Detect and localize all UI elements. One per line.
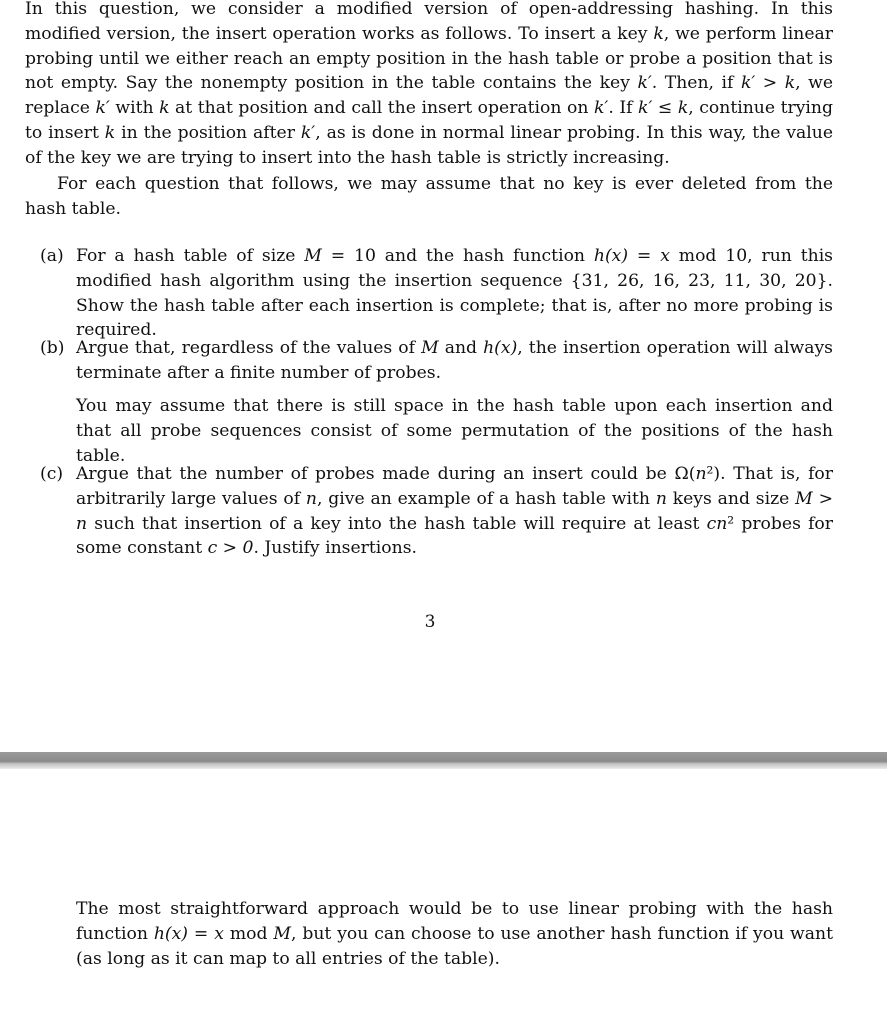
math-M: M [273, 923, 291, 944]
note-text: mod [223, 923, 274, 944]
part-text: such that insertion of a key into the hash table will require at least [87, 513, 707, 534]
note-text: , but you can choose to use another hash function if you want (as long as it can map to all entries of the table). [76, 923, 833, 969]
math-n: n [655, 488, 667, 509]
page-divider [0, 752, 887, 769]
part-c-text [76, 462, 833, 561]
part-text: . Justify insertions. [253, 538, 417, 559]
intro-text: , we perform linear probing until we either reach an empty position in the hash table or probe a position that is not empty. Say the nonempty position in the table contains the key [25, 23, 833, 94]
math-x: x [214, 923, 224, 944]
math-M: M [421, 338, 439, 358]
part-text: , the insertion operation will always terminate after a finite number of probes. [76, 338, 833, 383]
part-c-label: (c) [40, 464, 64, 484]
note-text: The most straightforward approach would be to use linear probing with the hash function [76, 899, 833, 944]
part-b-assumption: You may assume that there is still space in the hash table upon each insertion and that all probe sequences consist of some permutation of the positions of the hash table. [76, 396, 833, 466]
intro-text: , we replace [25, 73, 834, 119]
math-k: k [159, 98, 170, 119]
part-text: For a hash table of size [76, 246, 305, 266]
math-compare: k′ ≤ k [638, 98, 689, 119]
math-k: k [104, 122, 116, 143]
math-n: n [305, 488, 317, 509]
part-text: mod 10, run this modified hash algorithm using the insertion sequence {31, 26, 16, 23, 11, 30, 20}. Show the hash table after each insertion is complete; that is, after no more probing is required. [76, 246, 834, 341]
part-text: Argue that, regardless of the values of [76, 338, 422, 358]
math-k-prime: k′ [637, 73, 652, 94]
part-text: , give an example of a hash table with [316, 488, 656, 509]
intro-text: In this question, we consider a modified version of open-addressing hashing. In this modified version, the insert operation works as follows. To insert a key [25, 0, 833, 44]
math-hx: h(x) [593, 246, 629, 266]
math-compare: k′ > k [740, 73, 796, 94]
math-k-prime: k′ [593, 98, 609, 119]
intro-text: with [109, 98, 160, 119]
math-k-prime: k′ [95, 98, 110, 119]
part-a-label: (a) [40, 246, 64, 266]
math-n: n [695, 464, 707, 484]
part-text: = 10 and the hash function [321, 246, 594, 266]
math-k: k [653, 23, 664, 44]
intro-text: at that position and call the insert operation on [169, 98, 594, 119]
math-c-gt-0: c > 0 [207, 538, 254, 559]
part-b-text [76, 336, 833, 386]
intro-text: . Then, if [651, 73, 741, 94]
intro-text: , continue trying to insert [25, 98, 833, 143]
part-b-label: (b) [40, 338, 65, 358]
intro-text: . If [608, 98, 639, 119]
math-M-gt-n: M > n [76, 488, 833, 534]
note-text: = [188, 923, 215, 944]
part-text: keys and size [666, 488, 796, 509]
math-cn: cn [706, 513, 728, 534]
math-k-prime: k′ [300, 122, 316, 143]
math-hx: h(x) [483, 338, 518, 358]
math-M: M [304, 246, 322, 266]
intro-text: , as is done in normal linear probing. In this way, the value of the key we are trying to insert into the hash table is strictly increasing. [25, 122, 833, 168]
math-hx: h(x) [153, 923, 189, 944]
intro-text: in the position after [115, 122, 301, 143]
part-text: ²). That is, for arbitrarily large values of [76, 464, 833, 509]
part-text: = [628, 246, 661, 266]
assumption-paragraph: For each question that follows, we may assume that no key is ever deleted from the hash table. [25, 174, 833, 219]
intro-paragraph [25, 0, 833, 171]
part-text: ² probes for some constant [76, 513, 834, 559]
page-number: 3 [424, 612, 436, 632]
math-x: x [660, 246, 670, 266]
part-text: and [438, 338, 484, 358]
hint-note-text [76, 897, 833, 971]
part-a-text [76, 244, 833, 343]
part-text: Argue that the number of probes made during an insert could be Ω( [76, 464, 696, 484]
